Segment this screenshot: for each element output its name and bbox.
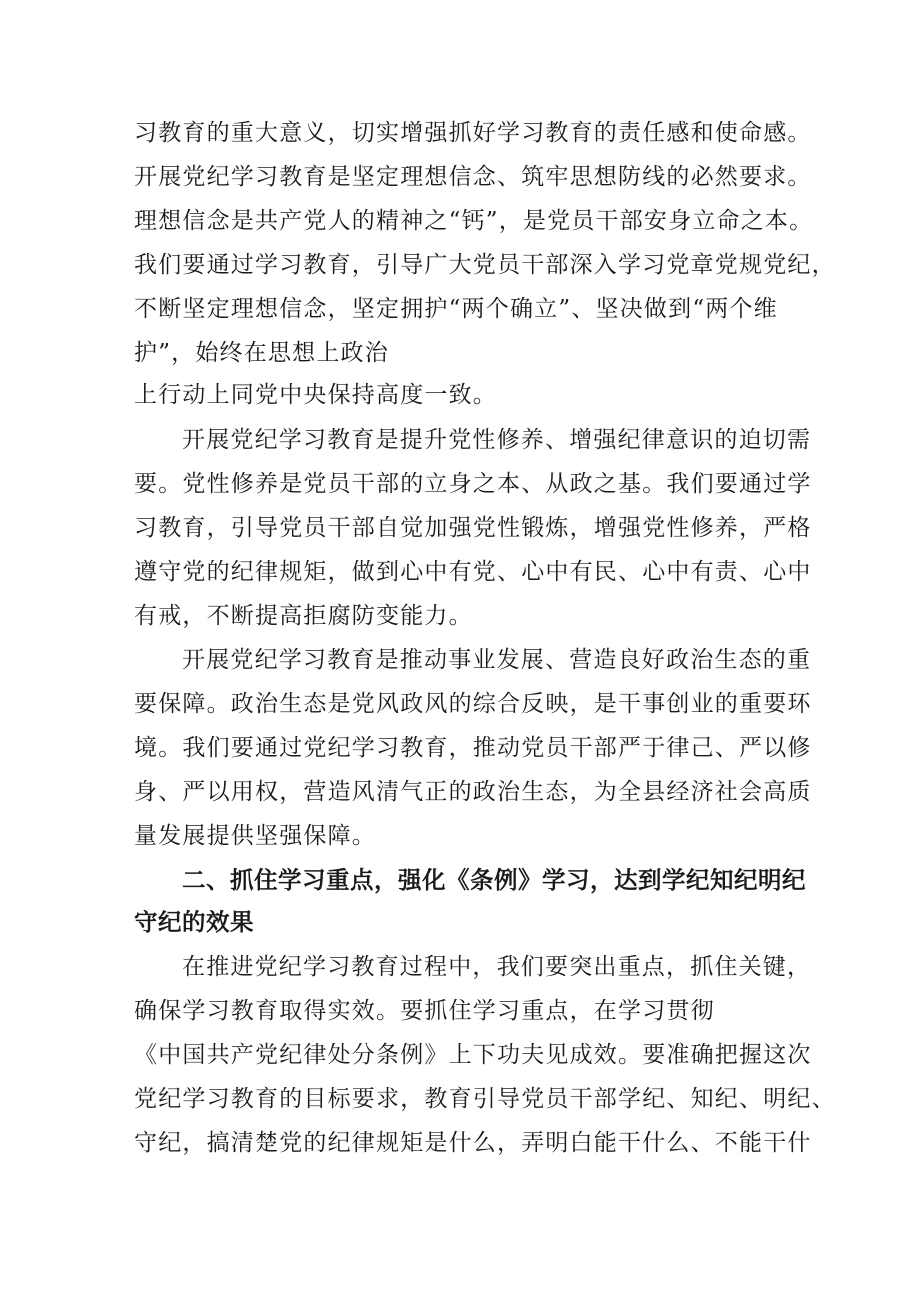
text-line: 确保学习教育取得实效。要抓住学习重点，在学习贯彻	[134, 998, 715, 1024]
text-line: 党纪学习教育的目标要求，教育引导党员干部学纪、知纪、明纪、	[134, 1086, 836, 1112]
text-line: 理想信念是共产党人的精神之“钙”，是党员干部安身立命之本。	[134, 208, 814, 234]
text-line: 境。我们要通过党纪学习教育，推动党员干部严于律己、严以修	[134, 735, 812, 761]
paragraph-first-line: 开展党纪学习教育是推动事业发展、营造良好政治生态的重	[182, 647, 812, 673]
text-line: 遵守党的纪律规矩，做到心中有党、心中有民、心中有责、心中	[134, 559, 812, 585]
text-line: 习教育的重大意义，切实增强抓好学习教育的责任感和使命感。	[134, 120, 812, 146]
text-line: 《中国共产党纪律处分条例》上下功夫见成效。要准确把握这次	[134, 1042, 812, 1068]
text-line: 有戒，不断提高拒腐防变能力。	[134, 603, 473, 629]
text-line: 量发展提供坚强保障。	[134, 823, 376, 849]
text-line: 要保障。政治生态是党风政风的综合反映，是干事创业的重要环	[134, 691, 812, 717]
section-heading: 二、抓住学习重点，强化《条例》学习，达到学纪知纪明纪	[182, 866, 806, 894]
paragraph-first-line: 开展党纪学习教育是提升党性修养、增强纪律意识的迫切需	[182, 427, 812, 453]
text-line: 要。党性修养是党员干部的立身之本、从政之基。我们要通过学	[134, 471, 812, 497]
paragraph-first-line: 在推进党纪学习教育过程中，我们要突出重点，抓住关键，	[182, 954, 812, 980]
text-line: 上行动上同党中央保持高度一致。	[134, 382, 497, 408]
text-line: 习教育，引导党员干部自觉加强党性锻炼，增强党性修养，严格	[134, 515, 812, 541]
section-heading-continuation: 守纪的效果	[134, 908, 254, 936]
text-line: 护”，始终在思想上政治	[134, 340, 389, 366]
text-line: 开展党纪学习教育是坚定理想信念、筑牢思想防线的必然要求。	[134, 164, 812, 190]
text-line: 守纪，搞清楚党的纪律规矩是什么，弄明白能干什么、不能干什	[134, 1130, 812, 1156]
text-line: 我们要通过学习教育，引导广大党员干部深入学习党章党规党纪，	[134, 252, 836, 278]
text-line: 不断坚定理想信念，坚定拥护“两个确立”、坚决做到“两个维	[134, 296, 778, 322]
text-line: 身、严以用权，营造风清气正的政治生态，为全县经济社会高质	[134, 779, 812, 805]
